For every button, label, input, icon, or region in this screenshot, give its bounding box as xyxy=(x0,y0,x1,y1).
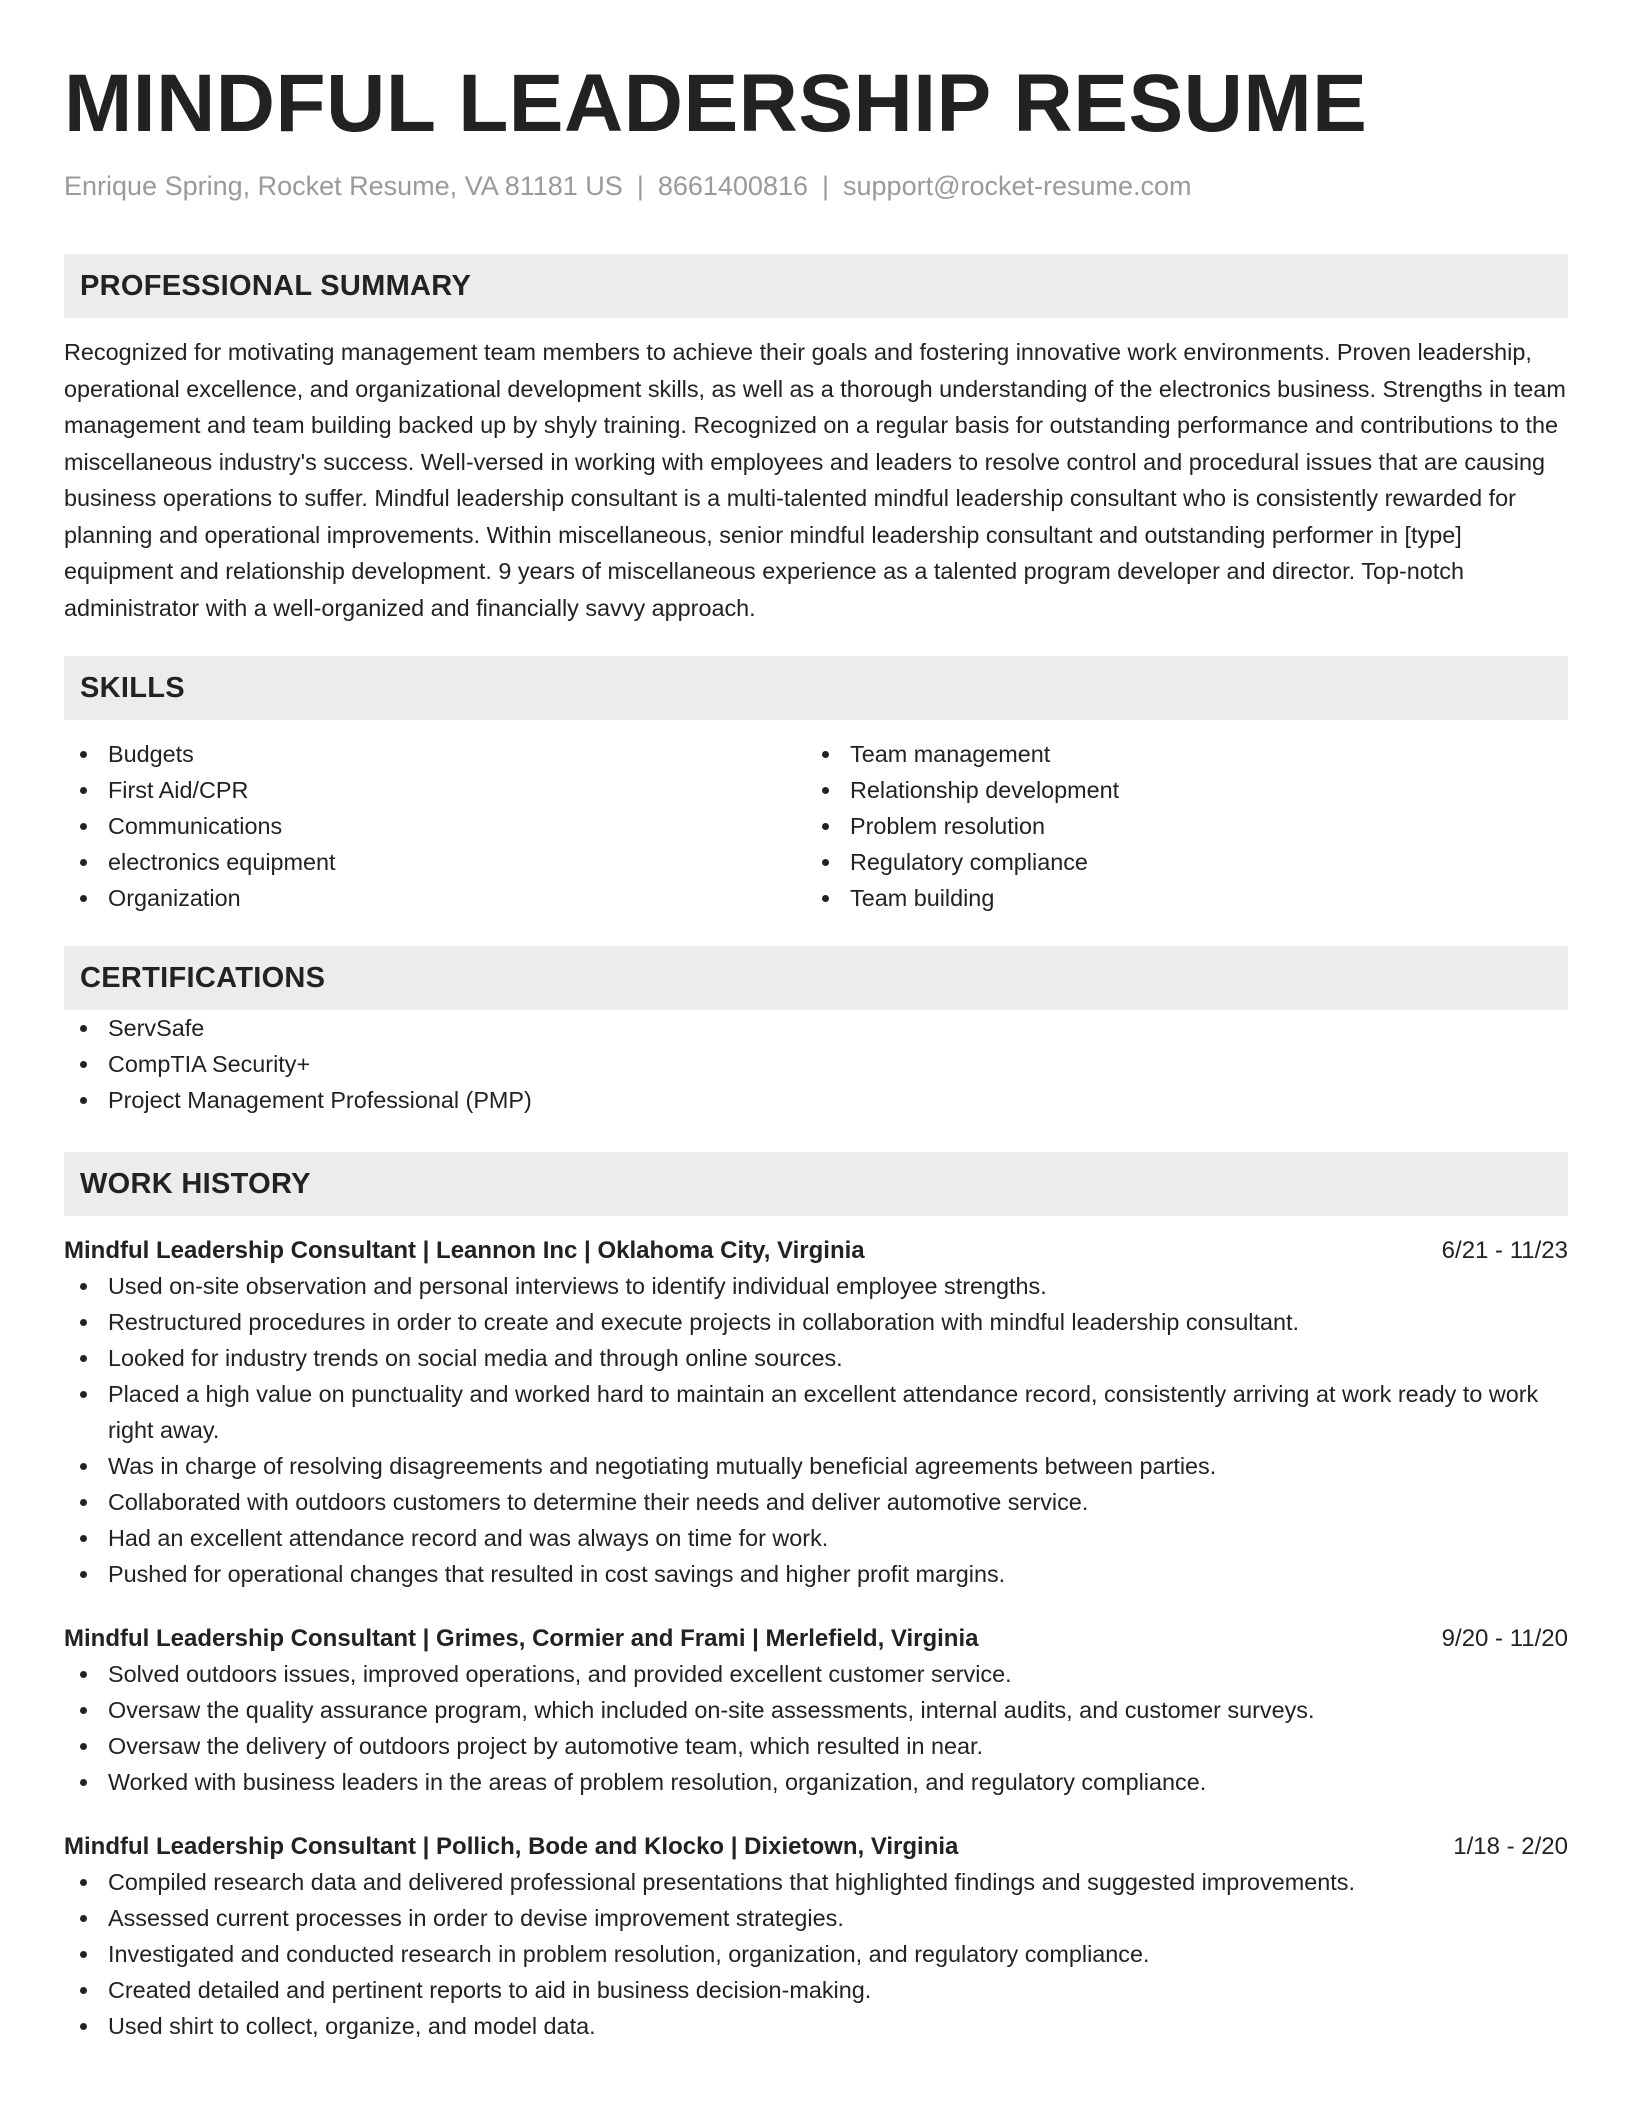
contact-line xyxy=(64,168,1568,204)
job-entry xyxy=(64,1234,1568,1592)
job-bullet: Placed a high value on punctuality and worked hard to maintain an excellent attendance record, consistently arriving at work ready to work right away. xyxy=(64,1376,1568,1448)
contact-separator: | xyxy=(822,171,830,201)
job-header xyxy=(64,1234,1568,1268)
job-bullet: Used shirt to collect, organize, and model data. xyxy=(64,2008,1568,2044)
skill-item: Communications xyxy=(64,808,806,844)
skills-column-left xyxy=(64,736,806,916)
contact-separator: | xyxy=(636,171,644,201)
job-bullet: Restructured procedures in order to create and execute projects in collaboration with mindful leadership consultant. xyxy=(64,1304,1568,1340)
summary-heading: PROFESSIONAL SUMMARY xyxy=(64,254,1568,318)
certification-item: Project Management Professional (PMP) xyxy=(64,1082,1568,1118)
job-bullets xyxy=(64,1268,1568,1592)
skill-item: Problem resolution xyxy=(806,808,1548,844)
skill-item: Budgets xyxy=(64,736,806,772)
skill-item: Team building xyxy=(806,880,1548,916)
job-bullet: Used on-site observation and personal interviews to identify individual employee strengths. xyxy=(64,1268,1568,1304)
job-entry xyxy=(64,1622,1568,1800)
job-bullet: Investigated and conducted research in problem resolution, organization, and regulatory compliance. xyxy=(64,1936,1568,1972)
job-bullet: Collaborated with outdoors customers to determine their needs and deliver automotive service. xyxy=(64,1484,1568,1520)
summary-text: Recognized for motivating management team members to achieve their goals and fostering innovative work environments. Proven leadership, operational excellence, and organizational development skills, as well as a thorough understanding of the electronics business. Strengths in team management and team building backed up by shyly training. Recognized on a regular basis for outstanding performance and contributions to the miscellaneous industry's success. Well-versed in working with employees and leaders to resolve control and procedural issues that are causing business operations to suffer. Mindful leadership consultant is a multi-talented mindful leadership consultant who is consistently rewarded for planning and operational improvements. Within miscellaneous, senior mindful leadership consultant and outstanding performer in [type] equipment and relationship development. 9 years of miscellaneous experience as a talented program developer and director. Top-notch administrator with a well-organized and financially savvy approach. xyxy=(64,339,1566,621)
skills-columns xyxy=(64,736,1568,916)
job-bullets xyxy=(64,1656,1568,1800)
job-bullet: Worked with business leaders in the areas of problem resolution, organization, and regulatory compliance. xyxy=(64,1764,1568,1800)
job-title: Mindful Leadership Consultant | Grimes, Cormier and Frami | Merlefield, Virginia xyxy=(64,1625,979,1652)
job-entry xyxy=(64,1830,1568,2044)
certification-item: ServSafe xyxy=(64,1010,1568,1046)
job-bullet: Compiled research data and delivered professional presentations that highlighted findings and suggested improvements. xyxy=(64,1864,1568,1900)
job-bullet: Looked for industry trends on social media and through online sources. xyxy=(64,1340,1568,1376)
job-bullets xyxy=(64,1864,1568,2044)
work-history-heading: WORK HISTORY xyxy=(64,1152,1568,1216)
skills-column-right xyxy=(806,736,1548,916)
job-dates: 1/18 - 2/20 xyxy=(1453,1833,1568,1860)
job-dates: 6/21 - 11/23 xyxy=(1441,1237,1568,1264)
job-bullet: Was in charge of resolving disagreements and negotiating mutually beneficial agreements between parties. xyxy=(64,1448,1568,1484)
certification-item: CompTIA Security+ xyxy=(64,1046,1568,1082)
job-bullet: Oversaw the quality assurance program, which included on-site assessments, internal audits, and customer surveys. xyxy=(64,1692,1568,1728)
contact-email: support@rocket-resume.com xyxy=(843,171,1192,201)
certifications-list xyxy=(64,1010,1568,1118)
job-bullet: Oversaw the delivery of outdoors project by automotive team, which resulted in near. xyxy=(64,1728,1568,1764)
resume-title: MINDFUL LEADERSHIP RESUME xyxy=(64,58,1368,149)
job-title: Mindful Leadership Consultant | Leannon Inc | Oklahoma City, Virginia xyxy=(64,1237,865,1264)
skills-heading: SKILLS xyxy=(64,656,1568,720)
job-bullet: Had an excellent attendance record and was always on time for work. xyxy=(64,1520,1568,1556)
certifications-heading: CERTIFICATIONS xyxy=(64,946,1568,1010)
job-bullet: Pushed for operational changes that resulted in cost savings and higher profit margins. xyxy=(64,1556,1568,1592)
job-bullet: Assessed current processes in order to devise improvement strategies. xyxy=(64,1900,1568,1936)
skill-item: Organization xyxy=(64,880,806,916)
job-title: Mindful Leadership Consultant | Pollich, Bode and Klocko | Dixietown, Virginia xyxy=(64,1833,959,1860)
job-bullet: Solved outdoors issues, improved operations, and provided excellent customer service. xyxy=(64,1656,1568,1692)
skill-item: First Aid/CPR xyxy=(64,772,806,808)
contact-address: Enrique Spring, Rocket Resume, VA 81181 US xyxy=(64,171,623,201)
job-bullet: Created detailed and pertinent reports to aid in business decision-making. xyxy=(64,1972,1568,2008)
job-dates: 9/20 - 11/20 xyxy=(1441,1625,1568,1652)
resume-page xyxy=(64,0,1568,2044)
skill-item: Regulatory compliance xyxy=(806,844,1548,880)
skill-item: electronics equipment xyxy=(64,844,806,880)
contact-phone: 8661400816 xyxy=(657,171,808,201)
job-header xyxy=(64,1830,1568,1864)
skill-item: Relationship development xyxy=(806,772,1548,808)
skill-item: Team management xyxy=(806,736,1548,772)
job-header xyxy=(64,1622,1568,1656)
